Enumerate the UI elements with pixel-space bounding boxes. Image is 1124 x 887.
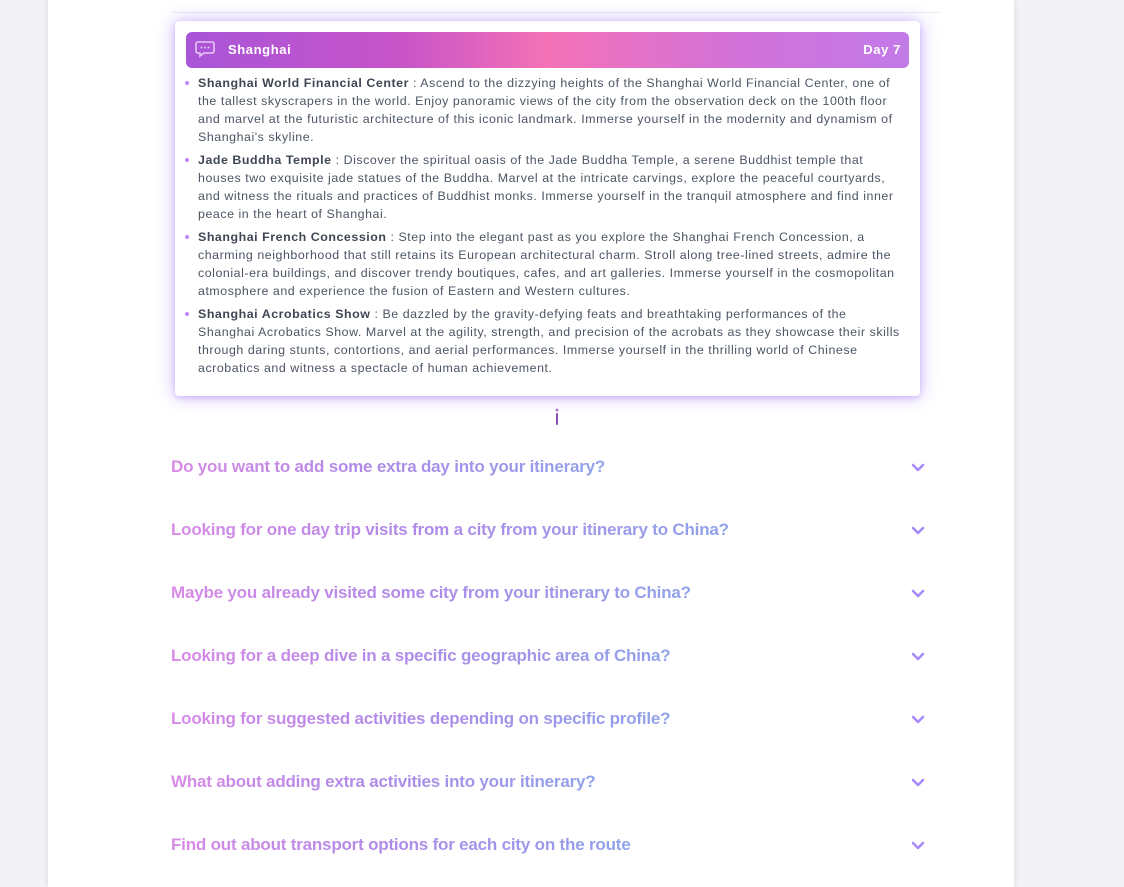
activity-title: Shanghai World Financial Center: [198, 76, 409, 90]
chevron-down-icon[interactable]: [911, 777, 925, 789]
activity-item: [185, 151, 905, 223]
chevron-down-icon[interactable]: [911, 525, 925, 537]
activity-item: [185, 228, 905, 300]
question-day-trips[interactable]: [171, 516, 931, 546]
chat-bubble-icon: [195, 40, 215, 58]
question-label: Looking for one day trip visits from a city from your itinerary to China?: [171, 520, 729, 539]
question-label: Find out about transport options for each city on the route: [171, 835, 631, 854]
activity-title: Jade Buddha Temple: [198, 153, 332, 167]
activity-list: [185, 74, 905, 382]
question-label: Looking for a deep dive in a specific geographic area of China?: [171, 646, 671, 665]
day-city-name: Shanghai: [228, 42, 292, 57]
chevron-down-icon[interactable]: [911, 840, 925, 852]
day-card-shanghai: [175, 21, 920, 396]
chevron-down-icon[interactable]: [911, 462, 925, 474]
question-transport-options[interactable]: [171, 831, 931, 861]
question-extra-activities[interactable]: [171, 768, 931, 798]
activity-title: Shanghai French Concession: [198, 230, 387, 244]
day-number-label: Day 7: [863, 42, 901, 57]
activity-description: : Step into the elegant past as you explore the Shanghai French Concession, a charming neighborhood that still retains its European architectural charm. Stroll along tree-lined streets, admire the colonial-era buildings, and discover trendy boutiques, cafes, and art galleries. Immerse yourself in the cosmopolitan atmosphere and experience the fusion of Eastern and Western cultures.: [198, 230, 895, 298]
question-label: What about adding extra activities into your itinerary?: [171, 772, 596, 791]
activity-item: [185, 74, 905, 146]
question-label: Looking for suggested activities depending on specific profile?: [171, 709, 671, 728]
question-visited-city[interactable]: [171, 579, 931, 609]
activity-description: : Ascend to the dizzying heights of the Shanghai World Financial Center, one of the tallest skyscrapers in the world. Enjoy panoramic views of the city from the observation deck on the 100th floor and marvel at the futuristic architecture of this iconic landmark. Immerse yourself in the modernity and dynamism of Shanghai's skyline.: [198, 76, 893, 144]
question-label: Maybe you already visited some city from your itinerary to China?: [171, 583, 691, 602]
top-divider: [172, 12, 940, 13]
chevron-down-icon[interactable]: [911, 714, 925, 726]
activity-description: : Discover the spiritual oasis of the Jade Buddha Temple, a serene Buddhist temple that houses two exquisite jade statues of the Buddha. Marvel at the intricate carvings, explore the peaceful courtyards, and witness the rituals and practices of Buddhist monks. Immerse yourself in the tranquil atmosphere and find inner peace in the heart of Shanghai.: [198, 153, 894, 221]
timeline-connector-icon: [555, 408, 559, 426]
chevron-down-icon[interactable]: [911, 588, 925, 600]
question-label: Do you want to add some extra day into your itinerary?: [171, 457, 606, 476]
chevron-down-icon[interactable]: [911, 651, 925, 663]
question-profile-activities[interactable]: [171, 705, 931, 735]
activity-title: Shanghai Acrobatics Show: [198, 307, 371, 321]
activity-description: : Be dazzled by the gravity-defying feats and breathtaking performances of the Shanghai Acrobatics Show. Marvel at the agility, strength, and precision of the acrobats as they showcase their skills through daring stunts, contortions, and aerial performances. Immerse yourself in the thrilling world of Chinese acrobatics and witness a spectacle of human achievement.: [198, 307, 900, 375]
activity-item: [185, 305, 905, 377]
question-deep-dive[interactable]: [171, 642, 931, 672]
question-extra-day[interactable]: [171, 453, 931, 483]
day-header: [186, 32, 909, 68]
